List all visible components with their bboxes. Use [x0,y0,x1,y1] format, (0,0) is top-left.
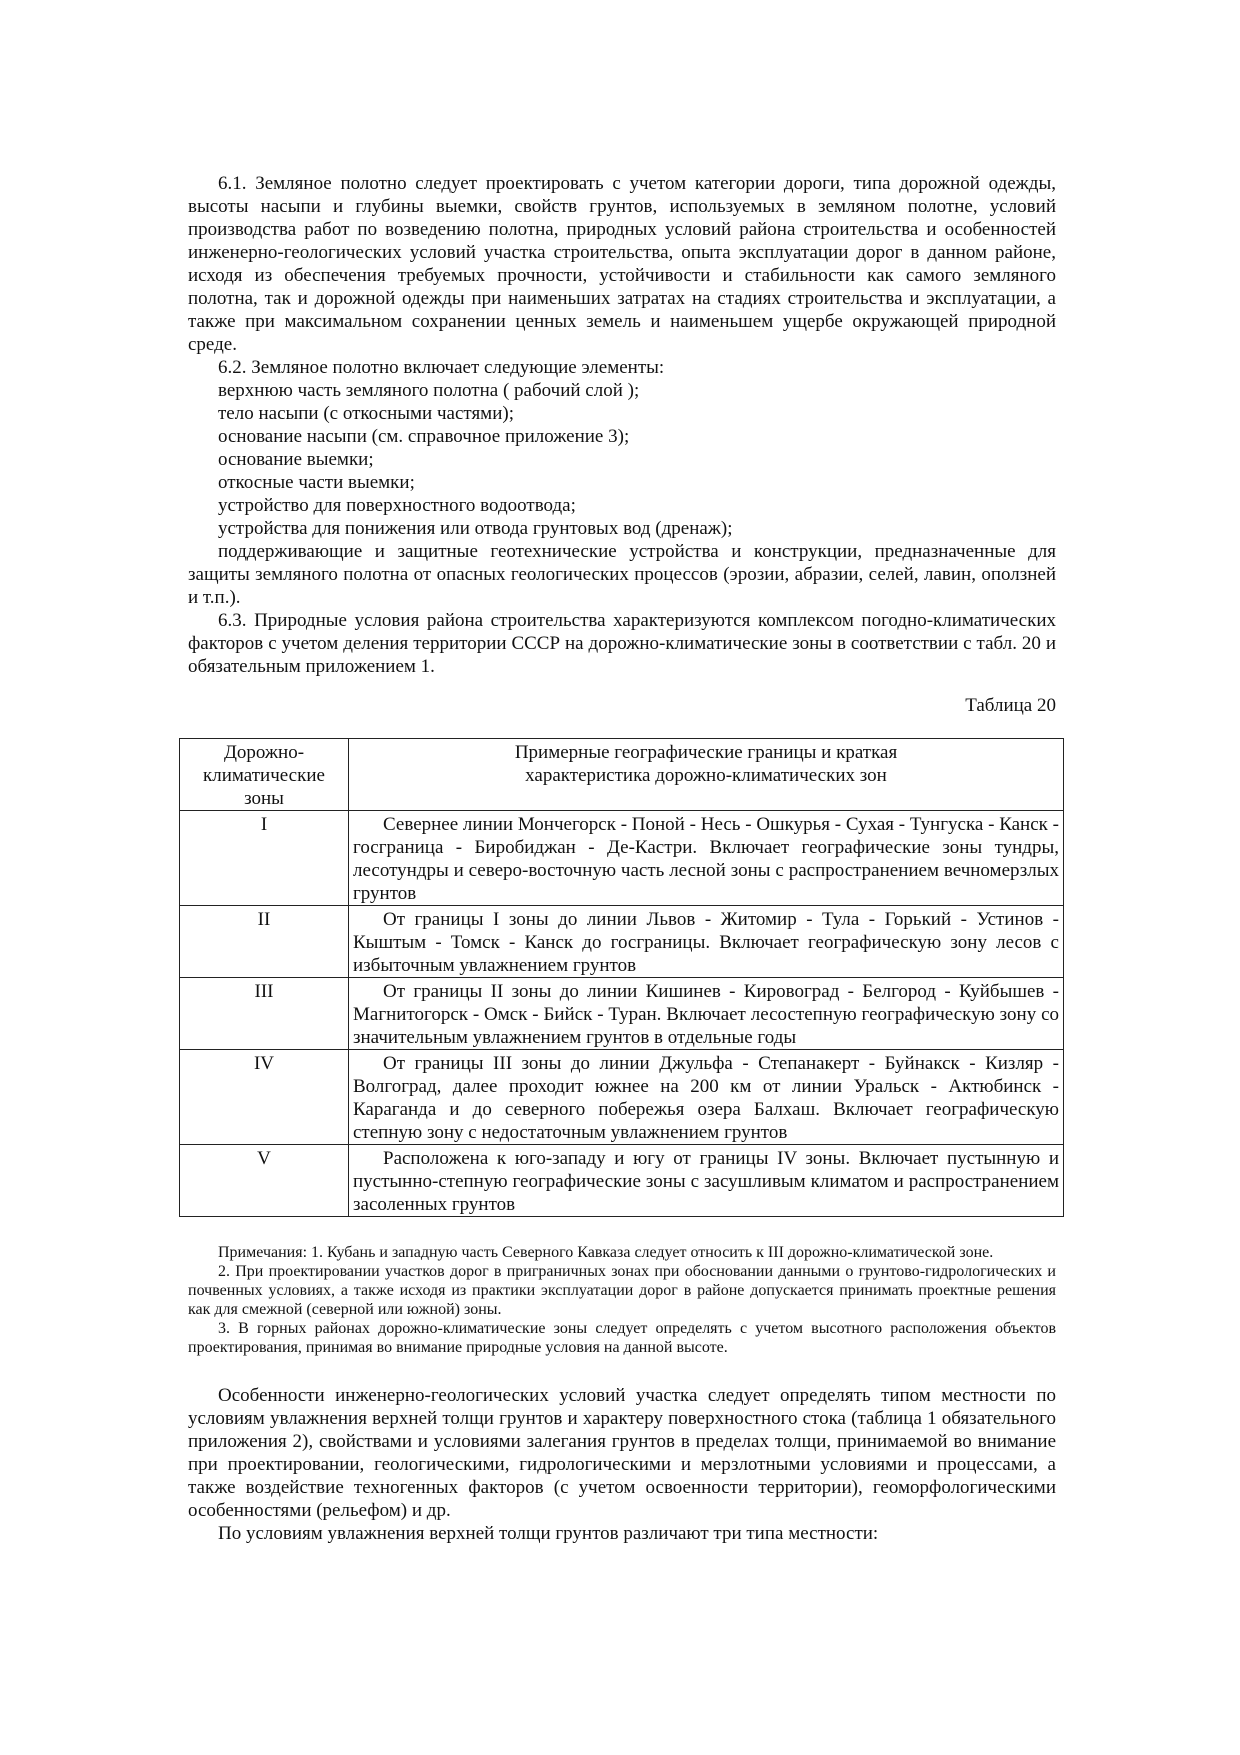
zone-number: V [180,1145,349,1217]
zone-description: От границы II зоны до линии Кишинев - Кировоград - Белгород - Куйбышев - Магнитогорск - Омск - Бийск - Туран. Включает лесостепную географическую зону со значительным увлажнением грунтов в отдельные годы [349,978,1064,1050]
list-item: устройство для поверхностного водоотвода; [218,495,576,516]
zone-description: От границы I зоны до линии Львов - Житомир - Тула - Горький - Устинов - Кыштым - Томск - Канск до госграницы. Включает географическую зону лесов с избыточным увлажнением грунтов [349,906,1064,978]
zone-description: Расположена к юго-западу и югу от границы IV зоны. Включает пустынную и пустынно-степную географические зоны с засушливым климатом и распространением засоленных грунтов [349,1145,1064,1217]
note-1: Примечания: 1. Кубань и западную часть Северного Кавказа следует относить к III дорожно-климатической зоне. [218,1244,994,1261]
document-body [188,172,1059,1545]
list-item: основание выемки; [218,449,374,470]
zone-number: II [180,906,349,978]
table-caption: Таблица 20 [965,695,1056,716]
paragraph-terrain-types: По условиям увлажнения верхней толщи грунтов различают три типа местности: [218,1523,879,1544]
climate-zones-table [179,738,1064,1217]
list-item: тело насыпи (с откосными частями); [218,403,514,424]
list-item: основание насыпи (см. справочное приложение 3); [218,426,630,447]
header-description: Примерные географические границы и краткая характеристика дорожно-климатических зон [349,739,1064,811]
table-row [180,978,1064,1050]
paragraph-support-structures: поддерживающие и защитные геотехнические устройства и конструкции, предназначенные для защиты земляного полотна от опасных геологических процессов (эрозии, абразии, селей, лавин, оползней и т.п.). [188,541,1056,608]
table-notes [188,1243,1056,1357]
zone-number: I [180,811,349,906]
paragraph-6-2: 6.2. Земляное полотно включает следующие элементы: [218,357,665,378]
paragraph-terrain-features: Особенности инженерно-геологических условий участка следует определять типом местности по условиям увлажнения верхней толщи грунтов и характеру поверхностного стока (таблица 1 обязательного приложения 2), свойствами и условиями залегания грунтов в пределах толщи, принимаемой во внимание при проектировании, геологическими, гидрологическими и мерзлотными условиями и процессами, а также воздействие техногенных факторов (с учетом освоенности территории), геоморфологическими особенностями (рельефом) и др. [188,1385,1056,1521]
zone-number: III [180,978,349,1050]
zone-description: От границы III зоны до линии Джульфа - Степанакерт - Буйнакск - Кизляр - Волгоград, далее проходит южнее на 200 км от линии Уральск - Актюбинск - Караганда и до северного побережья озера Балхаш. Включает географическую степную зону с недостаточным увлажнением грунтов [349,1050,1064,1145]
table-header-row [180,739,1064,811]
header-zone: Дорожно-климатические зоны [180,739,349,811]
list-item: устройства для понижения или отвода грунтовых вод (дренаж); [218,518,733,539]
table-row [180,1145,1064,1217]
zone-number: IV [180,1050,349,1145]
list-item: верхнюю часть земляного полотна ( рабочий слой ); [218,380,640,401]
table-row [180,906,1064,978]
paragraph-6-3: 6.3. Природные условия района строительства характеризуются комплексом погодно-климатических факторов с учетом деления территории СССР на дорожно-климатические зоны в соответствии с табл. 20 и обязательным приложением 1. [188,610,1056,677]
note-2: 2. При проектировании участков дорог в приграничных зонах при обосновании данными о грунтово-гидрологических и почвенных условиях, а также исходя из практики эксплуатации дорог в районе допускается принимать проектные решения как для смежной (северной или южной) зоны. [188,1263,1056,1318]
zone-description: Севернее линии Мончегорск - Поной - Несь - Ошкурья - Сухая - Тунгуска - Канск - госграница - Биробиджан - Де-Кастри. Включает географические зоны тундры, лесотундры и северо-восточную часть лесной зоны с распространением вечномерзлых грунтов [349,811,1064,906]
list-item: откосные части выемки; [218,472,415,493]
paragraph-6-1: 6.1. Земляное полотно следует проектировать с учетом категории дороги, типа дорожной одежды, высоты насыпи и глубины выемки, свойств грунтов, используемых в земляном полотне, условий производства работ по возведению полотна, природных условий района строительства и особенностей инженерно-геологических условий участка строительства, опыта эксплуатации дорог в данном районе, исходя из обеспечения требуемых прочности, устойчивости и стабильности как самого земляного полотна, так и дорожной одежды при наименьших затратах на стадиях строительства и эксплуатации, а также при максимальном сохранении ценных земель и наименьшем ущербе окружающей природной среде. [188,173,1056,355]
note-3: 3. В горных районах дорожно-климатические зоны следует определять с учетом высотного расположения объектов проектирования, принимая во внимание природные условия на данной высоте. [188,1320,1056,1356]
table-row [180,811,1064,906]
closing-section [188,1384,1056,1545]
table-row [180,1050,1064,1145]
